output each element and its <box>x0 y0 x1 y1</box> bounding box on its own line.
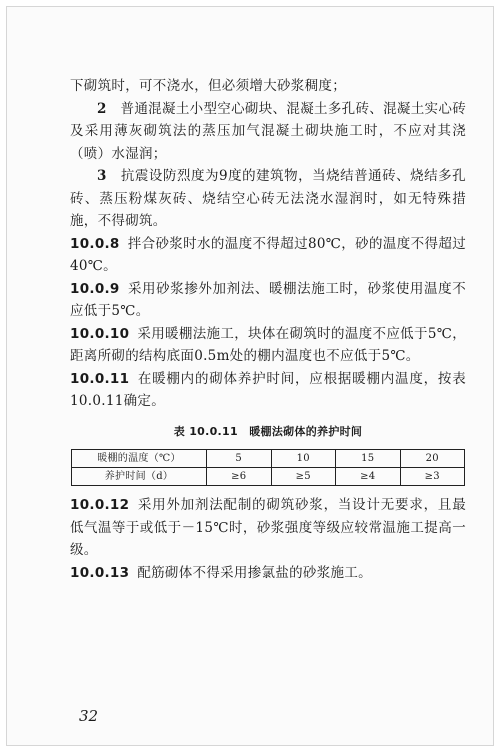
table-row <box>72 450 465 468</box>
table-caption: 表 10.0.11 暖棚法砌体的养护时间 <box>173 424 363 438</box>
clause-10-0-8 <box>70 233 466 278</box>
clause-number: 10.0.9 <box>70 280 120 297</box>
clause-text: 在暖棚内的砌体养护时间，应根据暖棚内温度，按表10.0.11确定。 <box>70 370 466 409</box>
table-row-header: 养护时间（d） <box>72 468 207 486</box>
curing-time-table <box>71 449 465 486</box>
table-row-header: 暖棚的温度（℃） <box>72 450 207 468</box>
clause-text: 采用砂浆掺外加剂法、暖棚法施工时，砂浆使用温度不应低于5℃。 <box>70 280 466 319</box>
clause-10-0-13 <box>70 562 466 585</box>
clause-10-0-12 <box>70 494 466 562</box>
page-content <box>70 75 466 584</box>
table-cell: 5 <box>207 450 272 468</box>
clause-text: 配筋砌体不得采用掺氯盐的砂浆施工。 <box>137 564 372 581</box>
clause-number: 10.0.12 <box>70 497 130 513</box>
page-number: 32 <box>79 707 99 725</box>
table-row <box>72 468 465 486</box>
table-cell: ≥3 <box>400 468 465 486</box>
list-item-3 <box>70 165 466 233</box>
list-item-number: 2 <box>97 100 107 117</box>
clause-text: 采用外加剂法配制的砌筑砂浆，当设计无要求，且最低气温等于或低于－15℃时，砂浆强度等级应较常温施工提高一级。 <box>70 497 466 558</box>
clause-number: 10.0.13 <box>70 564 130 581</box>
clause-10-0-9 <box>70 278 466 323</box>
list-item-text: 抗震设防烈度为9度的建筑物，当烧结普通砖、烧结多孔砖、蒸压粉煤灰砖、烧结空心砖无法浇水湿润时，如无特殊措施，不得砌筑。 <box>70 168 466 229</box>
table-cell: ≥4 <box>336 468 401 486</box>
list-item-2 <box>70 98 466 166</box>
clause-text: 拌合砂浆时水的温度不得超过80℃，砂的温度不得超过40℃。 <box>70 235 466 274</box>
clause-number: 10.0.11 <box>70 370 130 387</box>
table-cell: 15 <box>336 450 401 468</box>
list-item-text: 普通混凝土小型空心砌块、混凝土多孔砖、混凝土实心砖及采用薄灰砌筑法的蒸压加气混凝土砌块施工时，不应对其浇（喷）水湿润； <box>70 100 466 162</box>
document-page <box>6 6 494 746</box>
table-cell: ≥5 <box>271 468 336 486</box>
list-item-number: 3 <box>97 168 107 184</box>
paragraph-continuation: 下砌筑时，可不浇水，但必须增大砂浆稠度； <box>70 78 346 94</box>
clause-number: 10.0.10 <box>70 325 130 342</box>
clause-number: 10.0.8 <box>70 235 120 252</box>
clause-10-0-11 <box>70 368 466 413</box>
table-cell: 10 <box>271 450 336 468</box>
clause-text: 采用暖棚法施工，块体在砌筑时的温度不应低于5℃，距离所砌的结构底面0.5m处的棚内温度也不应低于5℃。 <box>70 325 466 364</box>
table-cell: 20 <box>400 450 465 468</box>
clause-10-0-10 <box>70 323 466 368</box>
table-cell: ≥6 <box>207 468 272 486</box>
